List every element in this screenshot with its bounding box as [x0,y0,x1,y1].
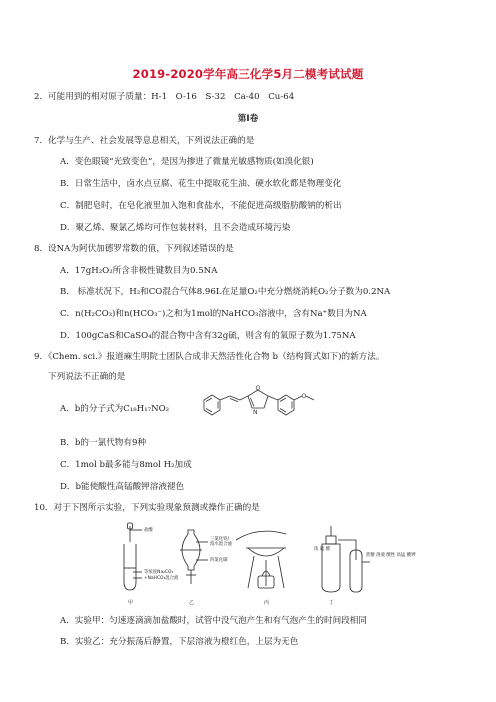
caption-yi: 乙 [189,600,195,606]
ding-label-left: 浓 硫 酸 [314,547,330,552]
q10-option-b: B．实验乙：充分振荡后静置，下层溶液为橙红色，上层为无色 [60,637,299,647]
experiment-apparatus-figure [108,520,416,610]
jia-label-top: 盐酸 [144,528,153,533]
yi-label-top2: 溴水混合液 [210,542,232,547]
page-title: 2019-2020学年高三化学5月二模考试试题 [132,67,364,81]
yi-label-top1: 三氯化铁/ [210,537,230,542]
section-heading: 第Ⅰ卷 [237,114,259,124]
q8-option-d: D．100gCaS和CaSO₄的混合物中含有32g硫，则含有的氧原子数为1.75NA [60,331,356,341]
q8-option-a: A．17gH₂O₂所含非极性键数目为0.5NA [60,266,218,276]
q8-option-c: C．n(H₂CO₃)和n(HCO₃⁻)之和为1mol的NaHCO₃溶液中，含有Na⁺数目为NA [60,309,367,319]
molecule-b-structure [198,384,374,436]
svg-text:O: O [301,393,307,400]
q10-option-a: A．实验甲：匀速逐滴滴加盐酸时，试管中没气泡产生和有气泡产生的时间段相同 [60,616,367,626]
caption-ding: 丁 [329,600,335,606]
atomic-masses-line: 2．可能用到的相对原子质量：H-1 O-16 S-32 Ca-40 Cu-64 [34,92,295,102]
q9-option-b: B．b的一氯代物有9种 [60,438,147,448]
yi-label-bottom: 四氯化碳 [210,558,228,563]
q9-stem-2: 下列说法不正确的是 [48,372,126,382]
q10-stem: 10．对于下图所示实验，下列实验现象预测或操作正确的是 [34,503,260,513]
q7-option-a: A．变色眼镜“光致变色”，是因为掺进了微量光敏感物质(如溴化银) [60,157,314,167]
q7-option-b: B．日常生活中，卤水点豆腐、花生中提取花生油、硬水软化都是物理变化 [60,179,342,189]
q9-option-a: A．b的分子式为C₁₈H₁₇NO₂ [60,404,170,414]
q8-option-b: B． 标准状况下，H₂和CO混合气体8.96L在足量O₂中充分燃烧消耗O₂分子数为0.2NA [60,287,391,297]
caption-bing: 丙 [264,600,270,606]
caption-jia: 甲 [128,600,134,606]
jia-label-bottom: +NaHCO₃混合液 [144,576,179,581]
q8-stem: 8．设NA为阿伏加德罗常数的值，下列叙述错误的是 [34,244,234,254]
svg-text:N: N [253,409,258,416]
q7-option-d: D．聚乙烯、聚氯乙烯均可作包装材料，且不会造成环境污染 [60,223,291,233]
q9-option-c: C．1mol b最多能与8mol H₂加成 [60,460,192,470]
ding-label-right: 蔗糖 溶液 酸性 高锰 酸钾 [366,553,416,558]
jia-label-mid: 等浓度Na₂CO₃ [144,570,174,575]
q7-option-c: C．制肥皂时，在皂化液里加入饱和食盐水，不能促进高级脂肪酸钠的析出 [60,201,342,211]
q7-stem: 7．化学与生产、社会发展等息息相关，下列说法正确的是 [34,136,255,146]
q9-stem: 9．《Chem. sci.》报道麻生明院士团队合成非天然活性化合物 b（结构简式如下)的新方法。 [34,352,385,362]
svg-text:O: O [255,385,261,392]
q9-option-d: D．b能使酸性高锰酸钾溶液褪色 [60,482,185,492]
